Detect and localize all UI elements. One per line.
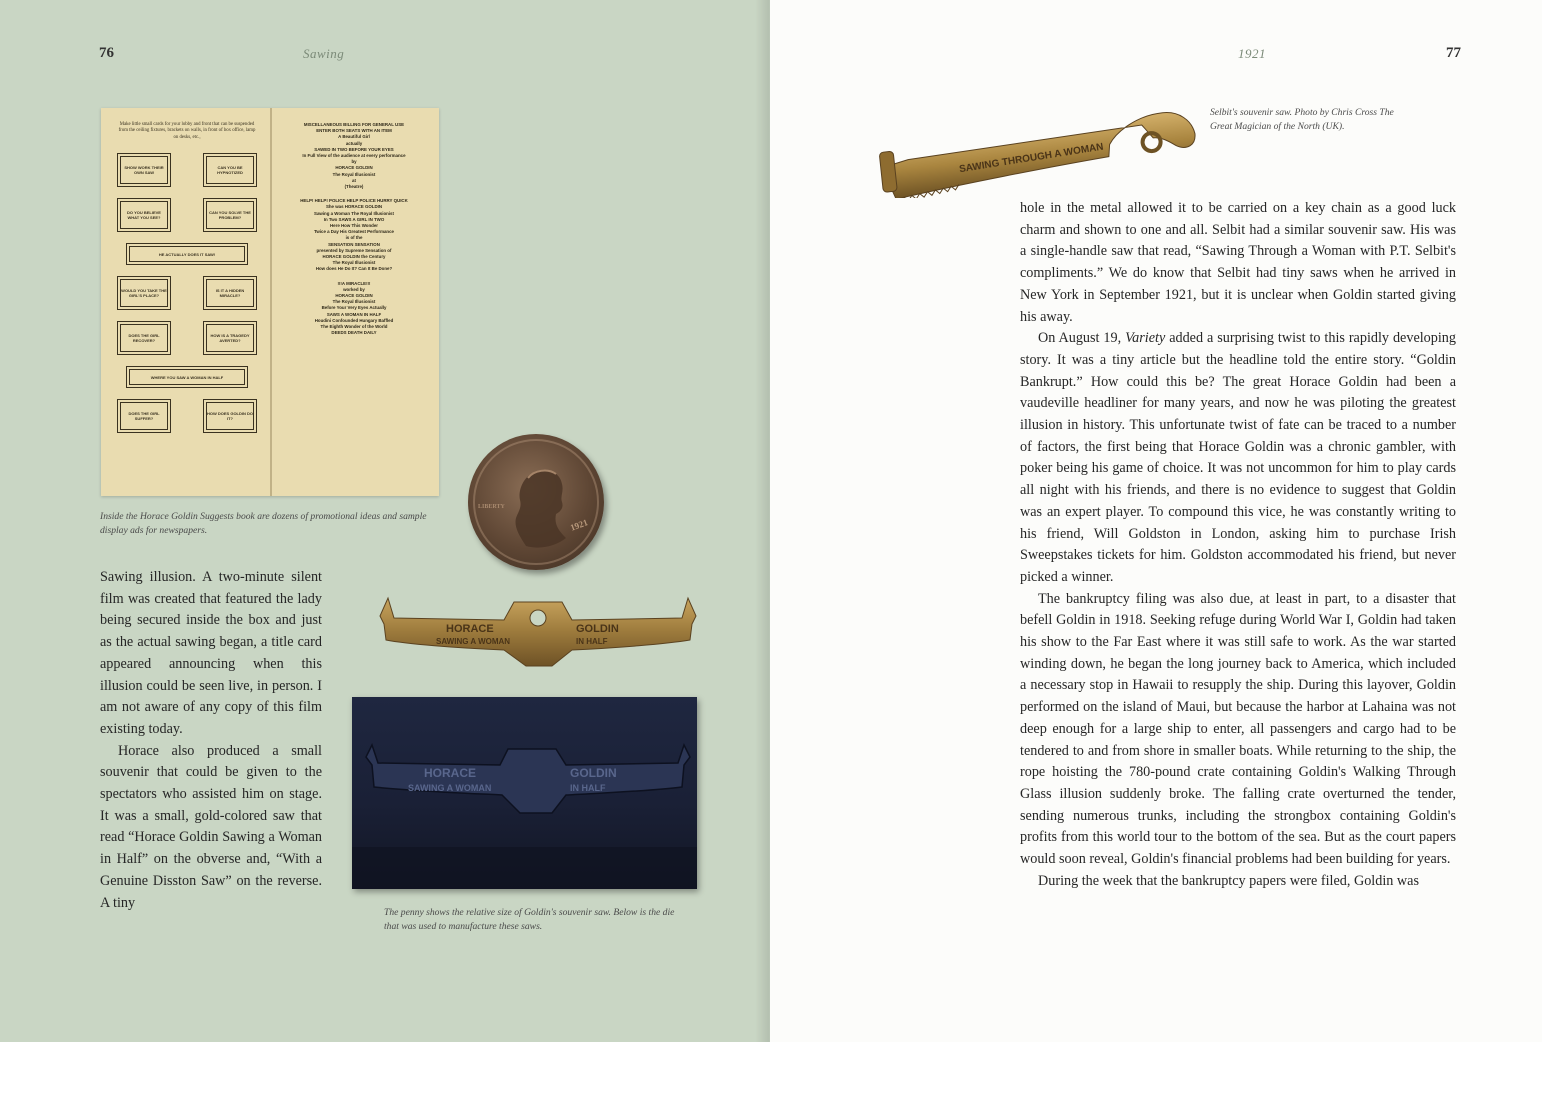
die-text-left: HORACE	[424, 766, 477, 780]
booklet-ad-row	[117, 399, 257, 433]
right-paragraph-3: The bankruptcy filing was also due, at least in part, to a disaster that befell Goldin in 1918. Seeking refuge during World War I, Goldin had taken his show to the Far East where it was still safe to work. As the war started winding down, he began the long journey back to America, which included a necessary stop in Hawaii to resupply the ship. During this layover, Goldin performed on the island of Maui, but because the harbor at Lahaina was not deep enough for a large ship to enter, all passengers and cargo had to be tendered to and from shore in smaller boats. While returning to the ship, the rope hoisting the 780-pound crate containing Goldin's Walking Through Glass illusion suddenly broke. The falling crate overturned the tender, sending numerous trunks, including the strongbox containing Goldin's profits from this world tour to the bottom of the sea. But as the court papers would soon reveal, Goldin's financial problems had been building for years.	[1020, 590, 1456, 868]
booklet-program-line: is of the	[345, 235, 363, 241]
left-paragraph-2: Horace also produced a small souvenir that could be given to the spectators who assisted him on stage. It was a small, gold-colored saw that read “Horace Goldin Sawing a Woman in Half” on the obverse and, “With a Genuine Disston Saw” on the reverse. A tiny	[100, 742, 322, 911]
saw-text-right: GOLDIN	[576, 623, 619, 635]
booklet-ad-box	[203, 153, 257, 187]
booklet-program-line: worked by	[343, 286, 365, 292]
booklet-ad-box	[126, 243, 248, 265]
booklet-program-line: SAWED IN TWO BEFORE YOUR EYES	[314, 146, 394, 152]
booklet-program-line: Twice a Day His Greatest Performance	[314, 229, 394, 235]
saw-text-lower-right: IN HALF	[576, 637, 608, 646]
booklet-program-line: SENSATION SENSATION	[328, 241, 380, 247]
caption-selbit-saw: Selbit's souvenir saw. Photo by Chris Cross The Great Magician of the North (UK).	[1210, 107, 1394, 132]
booklet-gap	[281, 273, 427, 281]
booklet-program-line: HELP! HELP! POLICE HELP POLICE HURRY QUICK	[300, 198, 408, 204]
booklet-left-panel	[117, 122, 257, 444]
caption-booklet: Inside the Horace Goldin Suggests book are dozens of promotional ideas and sample display ads for newspapers.	[100, 511, 427, 536]
booklet-ad-box	[117, 153, 171, 187]
left-page	[0, 0, 770, 1042]
left-body-text	[100, 567, 322, 914]
booklet-program-line: The Royal Illusionist	[332, 299, 376, 305]
booklet-program-line: In Two SAWS A GIRL IN TWO	[323, 216, 385, 222]
booklet-program-line: actually	[345, 140, 363, 146]
booklet-program-line: HORACE GOLDIN the Century	[322, 254, 386, 260]
booklet-program-line: A Beautiful Girl	[338, 134, 370, 140]
booklet-ad-text: DO YOU BELIEVE WHAT YOU SEE?	[120, 201, 168, 229]
booklet-ad-text: CAN YOU BE HYPNOTIZED	[206, 156, 254, 184]
booklet-ad-text: CAN YOU SOLVE THE PROBLEM?	[206, 201, 254, 229]
booklet-ad-text: HE ACTUALLY DOES IT SAW!	[129, 246, 245, 262]
caption-die: The penny shows the relative size of Goldin's souvenir saw. Below is the die that was used to manufacture these saws.	[384, 907, 675, 932]
booklet-program-line: ENTER BOTH SEATS WITH AN ITEM	[316, 128, 392, 134]
booklet-program-line: Before Your Very Eyes Actually	[321, 305, 387, 311]
booklet-program-line: by	[351, 159, 357, 165]
booklet-ad-text: SHOW WORK THEIR OWN SAW	[120, 156, 168, 184]
booklet-ad-box	[117, 198, 171, 232]
booklet-program-line: Here How This Wonder	[330, 223, 378, 229]
selbit-saw-engraving: SAWING THROUGH A WOMAN	[958, 141, 1105, 176]
booklet-ad-box	[203, 198, 257, 232]
booklet-program-line: Sawing a Woman The Royal Illusionist	[314, 210, 394, 216]
booklet-ad-text: HOW DOES GOLDIN DO IT?	[206, 402, 254, 430]
running-head-right: 1921	[1238, 46, 1266, 61]
die-text-lower-left: SAWING A WOMAN	[408, 783, 492, 793]
booklet-ad-row	[117, 153, 257, 187]
right-paragraph-4: During the week that the bankruptcy papers were filed, Goldin was	[1038, 872, 1419, 889]
penny-date: 1921	[568, 517, 590, 533]
left-paragraph-1: Sawing illusion. A two-minute silent film was created that featured the lady being secured inside the box and just as the actual sawing began, a title card appeared announcing when this illusion could be seen live, in person. I am not aware of any copy of this film existing today.	[100, 569, 322, 737]
booklet-program-line: She was HORACE GOLDIN	[325, 204, 383, 210]
booklet-ad-text: WOULD YOU TAKE THE GIRL'S PLACE?	[120, 279, 168, 307]
right-paragraph-2: On August 19, Variety added a surprising twist to this rapidly developing story. It was a tiny article but the headline told the entire story. “Goldin Bankrupt.” How could this be? The great Horace Goldin had been a vaudeville headliner for many years, and now he was piloting the greatest illusion in history. This unfortunate twist of fate can be traced to a number of factors, the first being that Horace Goldin was a chronic gambler, with poker being his game of choice. It was not uncommon for him to play cards all night with his friends, and there is no evidence to suggest that Goldin was an expert player. To compound this vice, he was constantly writing to his friend, Will Goldston in London, asking him to purchase Irish Sweepstakes tickets for him. Goldston accommodated his friend, but never picked a winner.	[1020, 330, 1456, 585]
goldin-souvenir-saw-image	[376, 588, 700, 672]
booklet-ad-box	[126, 366, 248, 388]
booklet-ad-text: DOES THE GIRL SUFFER?	[120, 402, 168, 430]
booklet-blurb: Make little small cards for your lobby and front that can be suspended from the ceiling fixtures, brackets on walls, in front of box office, lamp on desks, etc.,	[118, 122, 256, 140]
running-head-left: Sawing	[303, 46, 345, 61]
booklet-program-line: at	[352, 177, 356, 183]
booklet-program-line: The Eighth Wonder of the World	[320, 324, 388, 330]
booklet-program-line: presented by Supreme Sensation of	[316, 247, 392, 253]
booklet-program-line: !!!A MIRACLE!!!	[337, 280, 371, 286]
booklet-scan	[101, 108, 439, 496]
booklet-ad-box	[203, 399, 257, 433]
booklet-ad-text: WHERE YOU SAW A WOMAN IN HALF	[129, 369, 245, 385]
booklet-program-line: Houdini Confounded Hungary Baffled	[314, 317, 394, 323]
booklet-program-line: In Full View of the audience at every performance	[302, 153, 406, 159]
booklet-program-line: HORACE GOLDIN	[335, 293, 373, 299]
booklet-fold	[270, 108, 272, 496]
saw-die-image	[352, 697, 697, 889]
die-engraving	[352, 697, 697, 889]
booklet-ad-text: DOES THE GIRL RECOVER?	[120, 324, 168, 352]
booklet-program-line: How does He Do It? Can It Be Done?	[315, 266, 393, 272]
booklet-ad-box	[203, 276, 257, 310]
booklet-program-line: The Royal Illusionist	[332, 171, 376, 177]
right-body-text	[1020, 198, 1456, 893]
booklet-ad-box	[117, 399, 171, 433]
die-text-lower-right: IN HALF	[570, 783, 606, 793]
penny-legend: LIBERTY	[478, 504, 505, 510]
penny-image	[468, 434, 604, 570]
saw-text-lower-left: SAWING A WOMAN	[436, 637, 511, 646]
page-number-right: 77	[1446, 45, 1461, 61]
booklet-program-line: MISCELLANEOUS BILLING FOR GENERAL USE	[303, 122, 405, 127]
booklet-ad-text: IS IT A HIDDEN MIRACLE?	[206, 279, 254, 307]
page-number-left: 76	[99, 45, 114, 61]
booklet-ad-box	[117, 321, 171, 355]
booklet-ad-box	[203, 321, 257, 355]
booklet-program-line: The Royal Illusionist	[332, 260, 376, 266]
die-text-right: GOLDIN	[570, 766, 617, 780]
right-page	[770, 0, 1542, 1042]
booklet-ad-row	[117, 198, 257, 232]
booklet-ad-box	[117, 276, 171, 310]
booklet-gap	[281, 190, 427, 198]
lincoln-profile-icon	[468, 434, 604, 570]
booklet-program-line: DEEDS DEATH DAILY	[331, 330, 377, 336]
booklet-right-panel	[281, 122, 427, 337]
booklet-ad-row	[117, 321, 257, 355]
booklet-ad-row	[117, 276, 257, 310]
booklet-program-line: SAWS A WOMAN IN HALF	[326, 311, 382, 317]
booklet-ad-text: HOW IS A TRAGEDY AVERTED?	[206, 324, 254, 352]
selbit-souvenir-saw-image	[878, 106, 1204, 198]
right-paragraph-1: hole in the metal allowed it to be carried on a key chain as a good luck charm and shown to one and all. Selbit had a similar souvenir saw. His was a single-handle saw that read, “Sawing Through a Woman with P.T. Selbit's compliments.” We do know that Selbit had tiny saws when he arrived in New York in September 1921, but it is unclear when Goldin started giving his away.	[1020, 200, 1456, 325]
saw-text-left: HORACE	[446, 623, 494, 635]
booklet-program-line: HORACE GOLDIN	[335, 165, 373, 171]
booklet-program-line: (Theatre)	[344, 184, 364, 190]
